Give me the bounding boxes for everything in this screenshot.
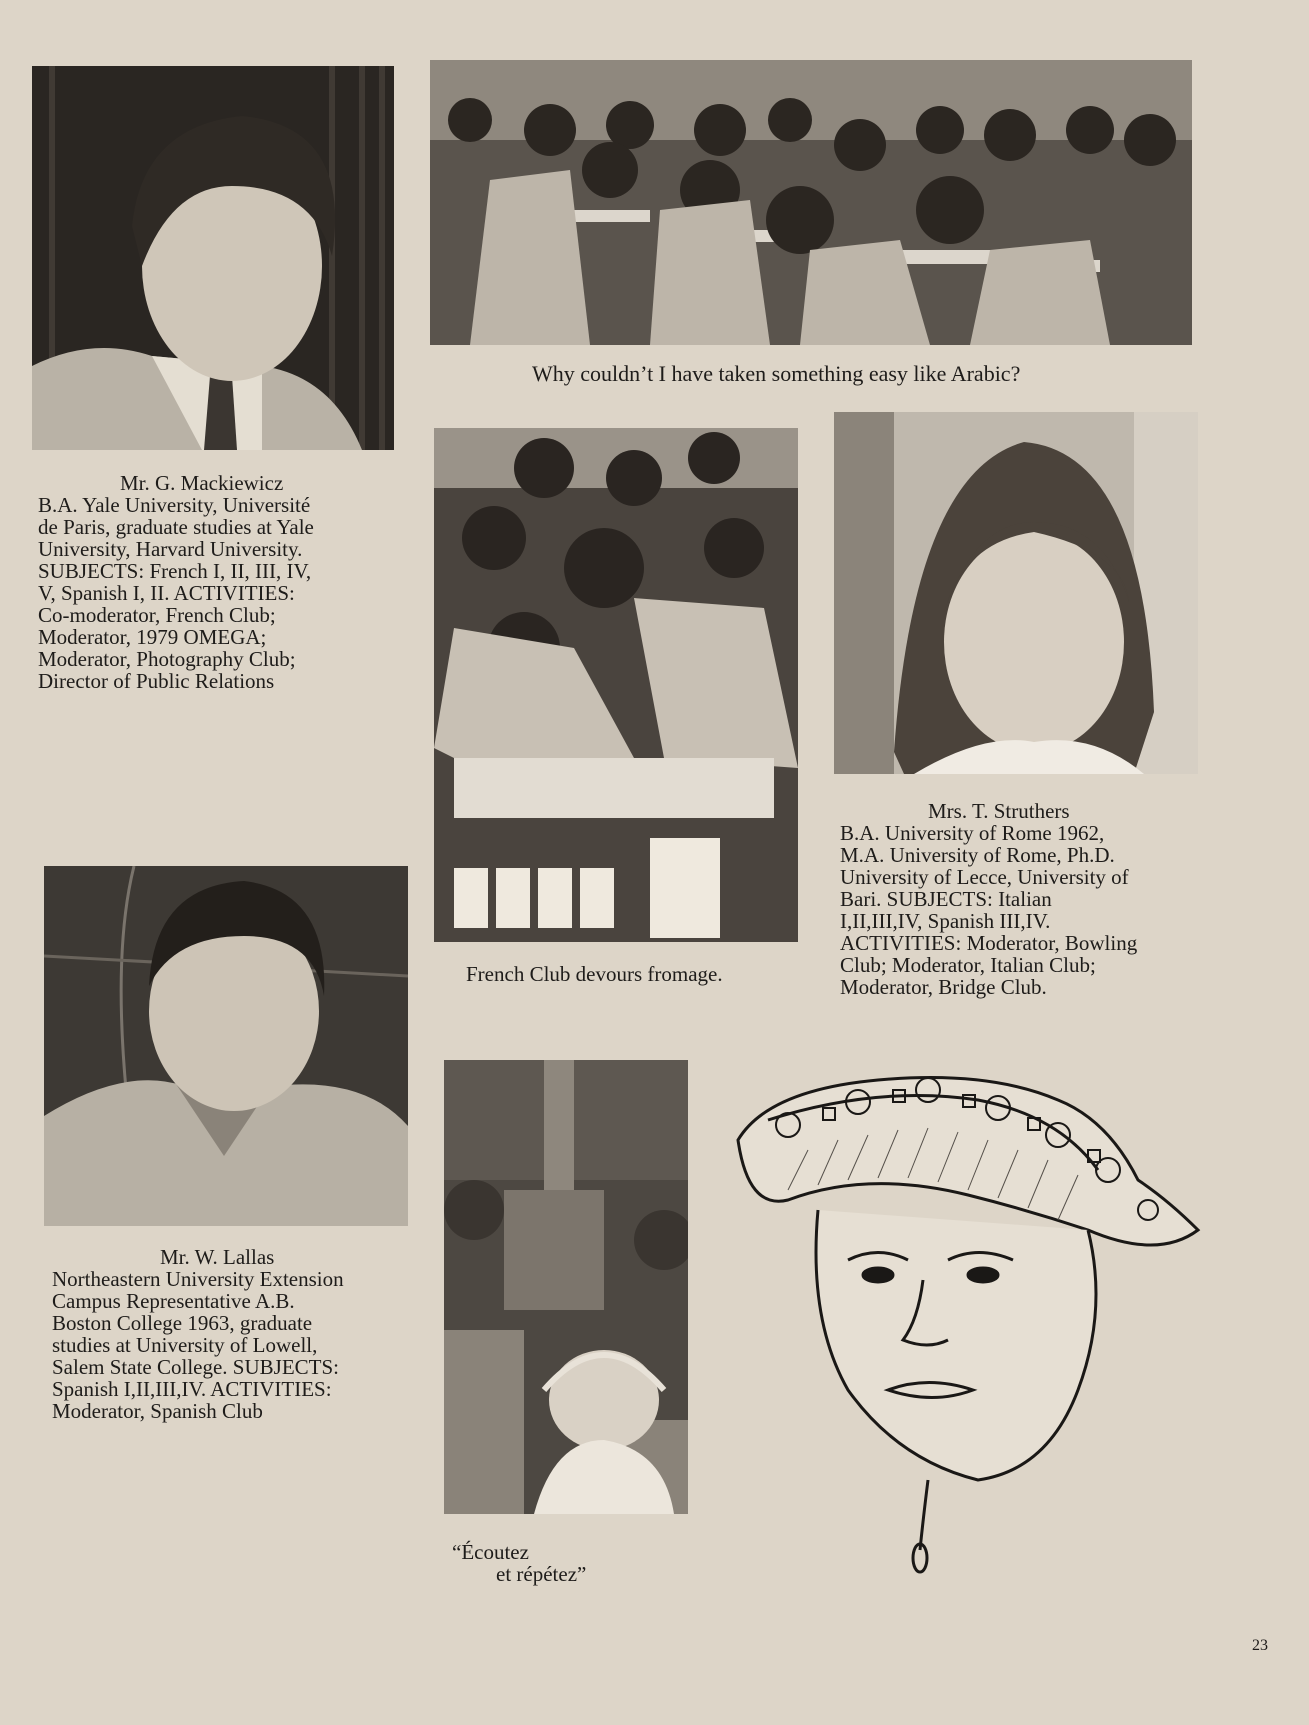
language-lab-caption-line2: et répétez”	[496, 1562, 587, 1586]
language-lab-photo	[444, 1060, 688, 1514]
mackiewicz-bio	[38, 472, 418, 692]
language-lab-caption-line1: “Écoutez	[452, 1540, 529, 1564]
classroom-photo	[430, 60, 1192, 345]
page-number: 23	[1252, 1637, 1268, 1654]
classroom-caption: Why couldn’t I have taken something easy like Arabic?	[532, 361, 1021, 386]
french-club-caption: French Club devours fromage.	[466, 962, 723, 986]
french-club-photo	[434, 428, 798, 942]
teacher-bio: B.A. Yale University, Université de Paris, graduate studies at Yale University, Harvard University. SUBJECTS: French I, II, III, IV, V, Spanish I, II. ACTIVITIES: Co-moderator, French Club; Moderator, 1979 OMEGA; Moderator, Photography Club; Director of Public Relations	[38, 493, 314, 693]
teacher-name: Mr. G. Mackiewicz	[120, 471, 284, 495]
teacher-name: Mr. W. Lallas	[160, 1245, 275, 1269]
mackiewicz-photo	[32, 66, 394, 450]
lallas-bio	[52, 1246, 432, 1422]
lallas-photo	[44, 866, 408, 1226]
struthers-photo	[834, 412, 1198, 774]
sombrero-caricature-drawing	[728, 1060, 1208, 1580]
teacher-bio: B.A. University of Rome 1962, M.A. University of Rome, Ph.D. University of Lecce, University of Bari. SUBJECTS: Italian I,II,III,IV, Spanish III,IV. ACTIVITIES: Moderator, Bowling Club; Moderator, Italian Club; Moderator, Bridge Club.	[840, 821, 1138, 999]
struthers-bio	[840, 800, 1210, 998]
teacher-bio: Northeastern University Extension Campus Representative A.B. Boston College 1963, graduate studies at University of Lowell, Salem State College. SUBJECTS: Spanish I,II,III,IV. ACTIVITIES: Moderator, Spanish Club	[52, 1267, 344, 1423]
teacher-name: Mrs. T. Struthers	[928, 799, 1070, 823]
